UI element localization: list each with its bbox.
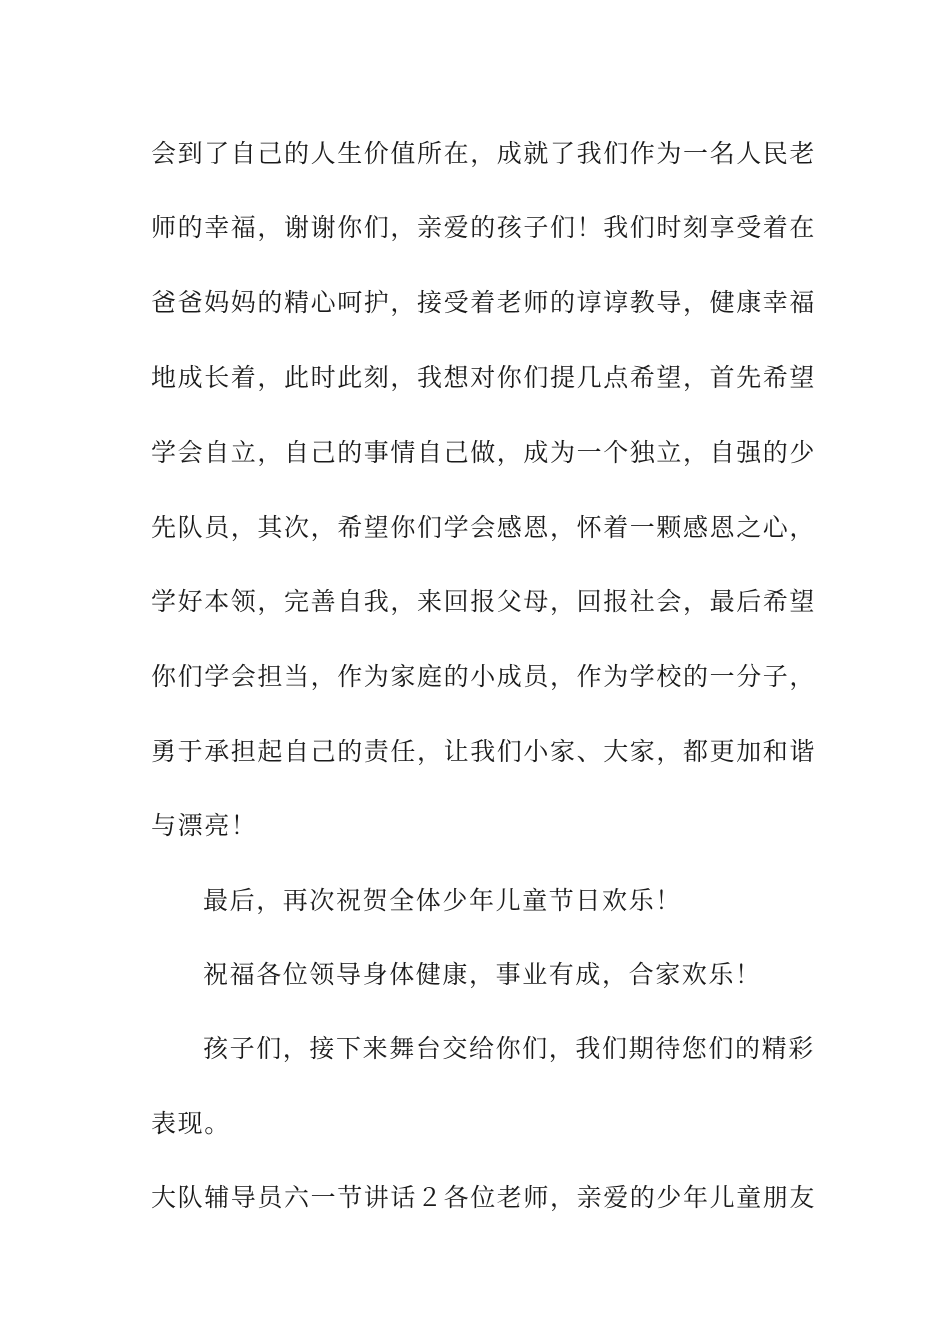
section-heading-line: 大队辅导员六一节讲话２各位老师，亲爱的少年儿童朋友 (151, 1183, 817, 1212)
body-text-line: 学会自立，自己的事情自己做，成为一个独立，自强的少 (151, 438, 817, 467)
closing-paragraph-line: 孩子们，接下来舞台交给你们，我们期待您们的精彩 (203, 1034, 815, 1063)
body-text-line: 会到了自己的人生价值所在，成就了我们作为一名人民老 (151, 139, 817, 168)
body-text-line: 表现。 (151, 1109, 231, 1138)
body-text-line: 与漂亮！ (151, 811, 258, 840)
body-text-line: 你们学会担当，作为家庭的小成员，作为学校的一分子， (151, 662, 817, 691)
body-text-line: 先队员，其次，希望你们学会感恩，怀着一颗感恩之心， (151, 513, 817, 542)
body-text-line: 爸爸妈妈的精心呵护，接受着老师的谆谆教导，健康幸福 (151, 288, 817, 317)
closing-paragraph-line: 最后，再次祝贺全体少年儿童节日欢乐！ (203, 886, 682, 915)
body-text-line: 学好本领，完善自我，来回报父母，回报社会，最后希望 (151, 587, 817, 616)
body-text-line: 地成长着，此时此刻，我想对你们提几点希望，首先希望 (151, 363, 817, 392)
body-text-line: 师的幸福，谢谢你们，亲爱的孩子们！我们时刻享受着在 (151, 213, 817, 242)
body-text-line: 勇于承担起自己的责任，让我们小家、大家，都更加和谐 (151, 737, 817, 766)
closing-paragraph-line: 祝福各位领导身体健康，事业有成，合家欢乐！ (203, 960, 762, 989)
